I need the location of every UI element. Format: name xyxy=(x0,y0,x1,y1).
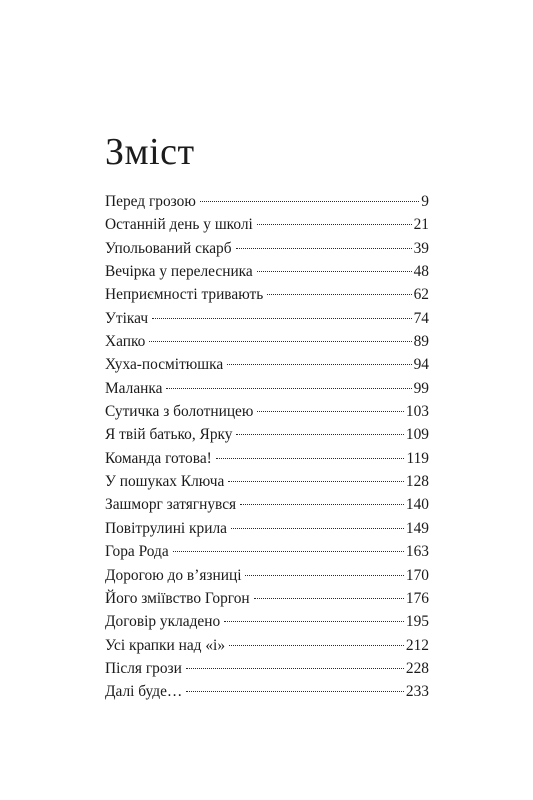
toc-entry-title: Договір укладено xyxy=(105,613,221,631)
toc-entry xyxy=(105,634,429,657)
toc-entry-page-number: 62 xyxy=(413,286,429,304)
toc-entry xyxy=(105,540,429,563)
toc-entry-page-number: 89 xyxy=(413,333,429,351)
dot-leader xyxy=(236,248,412,249)
toc-entry xyxy=(105,470,429,493)
toc-entry-page-number: 163 xyxy=(405,543,429,561)
page-title: Зміст xyxy=(105,131,195,173)
toc-entry-page-number: 233 xyxy=(405,683,429,701)
toc-entry-page-number: 228 xyxy=(405,659,429,677)
toc-entry-title: Дорогою до в’язниці xyxy=(105,566,242,584)
dot-leader xyxy=(228,481,404,482)
dot-leader xyxy=(173,551,404,552)
toc-entry-page-number: 103 xyxy=(405,403,429,421)
dot-leader xyxy=(224,621,404,622)
toc-entry-title: Маланка xyxy=(105,379,163,397)
toc-entry xyxy=(105,564,429,587)
dot-leader xyxy=(200,201,419,202)
toc-entry-title: Після грози xyxy=(105,659,182,677)
toc-entry-title: Сутичка з болотницею xyxy=(105,403,254,421)
toc-entry-title: Вечірка у перелесника xyxy=(105,263,253,281)
toc-entry-page-number: 176 xyxy=(405,589,429,607)
toc-entry-title: Його зміївство Горгон xyxy=(105,589,250,607)
dot-leader xyxy=(186,691,404,692)
toc-entry-page-number: 212 xyxy=(405,636,429,654)
dot-leader xyxy=(186,668,404,669)
toc-entry-page-number: 48 xyxy=(413,263,429,281)
dot-leader xyxy=(245,575,403,576)
toc-entry-title: Неприємності тривають xyxy=(105,286,264,304)
toc-entry-page-number: 109 xyxy=(405,426,429,444)
toc-entry-page-number: 149 xyxy=(405,519,429,537)
dot-leader xyxy=(254,598,404,599)
dot-leader xyxy=(257,224,412,225)
toc-entry-title: Я твій батько, Ярку xyxy=(105,426,233,444)
toc-entry-title: Зашморг затягнувся xyxy=(105,496,237,514)
toc-entry xyxy=(105,587,429,610)
toc-entry-page-number: 140 xyxy=(405,496,429,514)
dot-leader xyxy=(216,458,405,459)
toc-entry xyxy=(105,237,429,260)
toc-entry-title: Хапко xyxy=(105,333,146,351)
toc-entry-title: Утікач xyxy=(105,309,149,327)
toc-entry xyxy=(105,423,429,446)
toc-entry-page-number: 9 xyxy=(421,193,429,210)
toc-entry xyxy=(105,377,429,400)
toc-entry-title: Далі буде… xyxy=(105,683,183,701)
toc-entry xyxy=(105,190,429,213)
toc-entry-page-number: 39 xyxy=(413,239,429,257)
dot-leader xyxy=(257,411,404,412)
toc-entry xyxy=(105,330,429,353)
toc-entry-title: Команда готова! xyxy=(105,449,212,467)
toc-entry-title: Хуха-посмітюшка xyxy=(105,356,224,374)
dot-leader xyxy=(229,645,404,646)
toc-entry-title: Перед грозою xyxy=(105,193,196,210)
dot-leader xyxy=(149,341,411,342)
toc-entry xyxy=(105,680,429,703)
toc-entry xyxy=(105,517,429,540)
dot-leader xyxy=(267,294,411,295)
toc-entry xyxy=(105,447,429,470)
toc-entry xyxy=(105,260,429,283)
dot-leader xyxy=(227,364,411,365)
toc-entry xyxy=(105,353,429,376)
toc-entry xyxy=(105,283,429,306)
toc-entry-title: Усі крапки над «і» xyxy=(105,636,226,654)
toc-entry-page-number: 21 xyxy=(413,216,429,234)
toc-entry xyxy=(105,307,429,330)
toc-entry-page-number: 94 xyxy=(413,356,429,374)
toc-entry-title: Гора Рода xyxy=(105,543,169,561)
dot-leader xyxy=(257,271,412,272)
toc-entry-page-number: 170 xyxy=(405,566,429,584)
toc-entry-title: Упольований скарб xyxy=(105,239,232,257)
dot-leader xyxy=(240,504,404,505)
dot-leader xyxy=(166,388,411,389)
toc-entry xyxy=(105,400,429,423)
toc-entry-page-number: 99 xyxy=(413,379,429,397)
dot-leader xyxy=(236,434,403,435)
toc-entry-page-number: 128 xyxy=(405,473,429,491)
toc-entry xyxy=(105,610,429,633)
table-of-contents xyxy=(105,190,429,704)
toc-entry-title: У пошуках Ключа xyxy=(105,473,225,491)
toc-entry xyxy=(105,493,429,516)
toc-entry-page-number: 195 xyxy=(405,613,429,631)
toc-entry-page-number: 119 xyxy=(406,449,429,467)
dot-leader xyxy=(231,528,404,529)
toc-entry-title: Повітрулині крила xyxy=(105,519,227,537)
toc-entry-page-number: 74 xyxy=(413,309,429,327)
toc-entry xyxy=(105,213,429,236)
toc-entry-title: Останній день у школі xyxy=(105,216,253,234)
dot-leader xyxy=(152,318,412,319)
toc-entry xyxy=(105,657,429,680)
